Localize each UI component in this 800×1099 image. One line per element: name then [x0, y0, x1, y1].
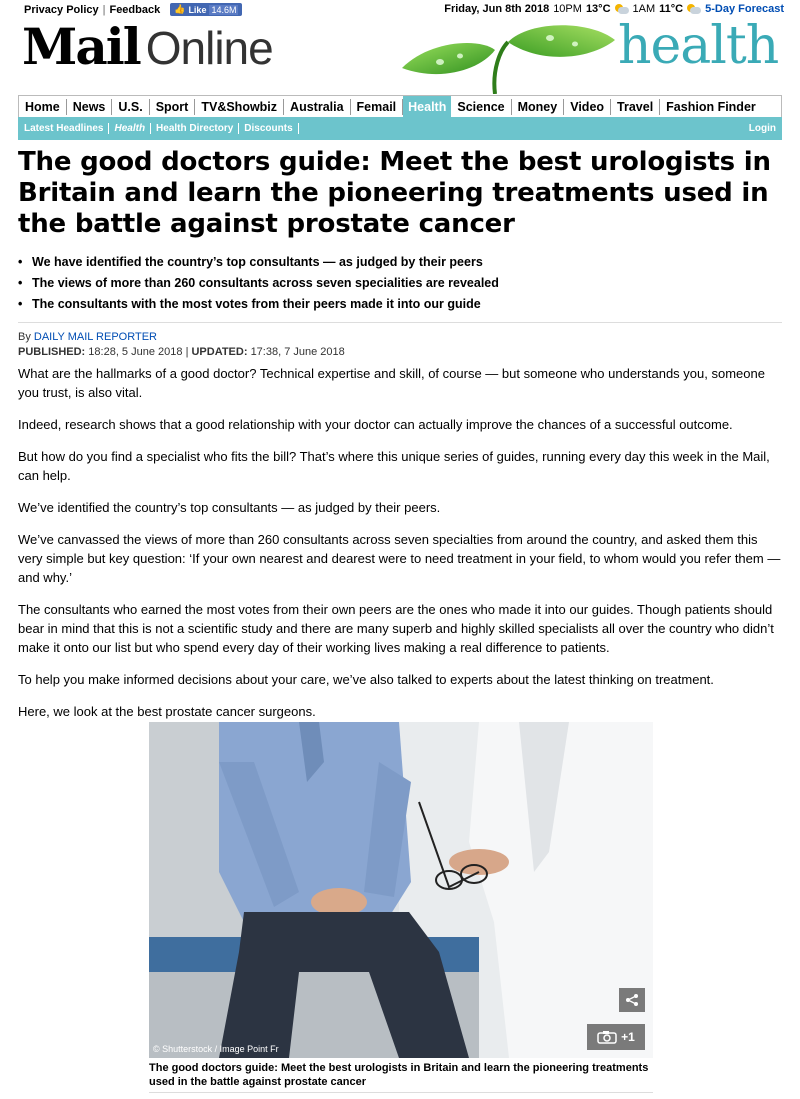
current-date: Friday, Jun 8th 2018 [444, 3, 550, 15]
article-paragraph: But how do you find a specialist who fits the bill? That’s where this unique series of guides, running every day this week in the Mail, can help. [18, 449, 770, 483]
feedback-link[interactable]: Feedback [109, 3, 161, 16]
section-title: health [618, 16, 779, 76]
forecast-time-1: 10PM [553, 3, 582, 15]
image-credit: © Shutterstock / Image Point Fr [153, 1044, 279, 1054]
author-link[interactable]: DAILY MAIL REPORTER [33, 331, 157, 343]
sub-navigation [18, 117, 782, 140]
partly-cloudy-icon [687, 4, 701, 14]
nav-item-science[interactable]: Science [451, 99, 511, 115]
masthead [0, 16, 800, 94]
weather-widget [444, 3, 784, 15]
published-date: 18:28, 5 June 2018 [88, 346, 183, 358]
summary-bullet: • The views of more than 260 consultants across seven specialities are revealed [18, 275, 782, 295]
nav-item-australia[interactable]: Australia [284, 99, 351, 115]
logo-mail: Mail [22, 17, 140, 76]
nav-item-sport[interactable]: Sport [150, 99, 196, 115]
nav-item-fashion-finder[interactable]: Fashion Finder [666, 100, 756, 114]
login-link[interactable]: Login [748, 123, 776, 134]
site-logo[interactable] [22, 17, 273, 76]
summary-bullet: • The consultants with the most votes from their peers made it into our guide [18, 296, 782, 316]
article-paragraph: The consultants who earned the most votes from their own peers are the ones who made it into our guides. Though patients should bear in mind that this is not a scientific study and there are many superb and highly skilled specialists all over the country who didn’t make it onto our list but who spend every day of their working lives making a real difference to patients. [18, 602, 774, 655]
article-paragraph: To help you make informed decisions about your care, we’ve also talked to experts about the latest thinking on treatment. [18, 672, 714, 687]
nav-item-travel[interactable]: Travel [611, 99, 660, 115]
published-label: PUBLISHED: [18, 346, 86, 358]
updated-label: UPDATED: [191, 346, 248, 358]
nav-item-money[interactable]: Money [512, 99, 565, 115]
facebook-like-button[interactable] [170, 3, 242, 16]
byline-prefix: By [18, 331, 31, 343]
article-headline: The good doctors guide: Meet the best urologists in Britain and learn the pioneering treatments used in the battle against prostate cancer [18, 147, 771, 239]
subnav-item-latest-headlines[interactable]: Latest Headlines [18, 123, 109, 134]
subnav-item-discounts[interactable]: Discounts [239, 123, 298, 134]
subnav-item-health[interactable]: Health [109, 123, 151, 134]
article-paragraph: Here, we look at the best prostate cancer surgeons. [18, 704, 316, 719]
article-dates [18, 346, 345, 358]
main-navigation [18, 95, 782, 117]
divider [149, 1092, 653, 1093]
five-day-forecast-link[interactable]: 5-Day Forecast [705, 3, 784, 15]
nav-item-home[interactable]: Home [19, 99, 67, 115]
logo-online: Online [145, 22, 273, 74]
thumbs-up-icon: 👍 [174, 4, 186, 14]
image-gallery-button[interactable] [587, 1024, 645, 1050]
summary-bullet: • We have identified the country’s top consultants — as judged by their peers [18, 254, 782, 274]
article-image[interactable] [149, 722, 653, 1058]
doctor-consultation-photo-icon [149, 722, 653, 1058]
article-paragraph: Indeed, research shows that a good relationship with your doctor can actually improve the chances of a successful outcome. [18, 417, 733, 432]
forecast-time-2: 1AM [632, 3, 656, 15]
article-paragraph: We’ve canvassed the views of more than 260 consultants across seven specialties from around the country, and asked them this very simple but key question: ‘If your own nearest and dearest were to need treatment in your field, to whom would you refer them — and why.’ [18, 532, 781, 585]
separator: | [185, 346, 192, 358]
article-paragraph: We’ve identified the country’s top consultants — as judged by their peers. [18, 500, 441, 515]
camera-icon [597, 1030, 617, 1044]
subnav-item-health-directory[interactable]: Health Directory [151, 123, 239, 134]
divider [18, 322, 782, 323]
byline [18, 331, 157, 343]
nav-item-femail[interactable]: Femail [351, 99, 404, 115]
nav-item-health[interactable]: Health [403, 96, 451, 118]
like-label: Like [188, 4, 207, 15]
privacy-policy-link[interactable]: Privacy Policy [24, 3, 99, 16]
article-paragraph: What are the hallmarks of a good doctor? Technical expertise and skill, of course — but someone who understands you, someone you trust, is also vital. [18, 366, 765, 400]
nav-item-tvshowbiz[interactable]: TV&Showbiz [195, 99, 284, 115]
nav-item-us[interactable]: U.S. [112, 99, 149, 115]
gallery-count: +1 [621, 1030, 635, 1044]
partly-cloudy-icon [615, 4, 629, 14]
share-icon [625, 993, 639, 1007]
separator: | [102, 3, 106, 16]
updated-date: 17:38, 7 June 2018 [250, 346, 345, 358]
image-caption: The good doctors guide: Meet the best urologists in Britain and learn the pioneering treatments used in the battle against prostate cancer [149, 1062, 649, 1088]
nav-item-video[interactable]: Video [564, 99, 611, 115]
like-count: 14.6M [211, 4, 237, 15]
nav-item-news[interactable]: News [67, 99, 113, 115]
article-body [18, 364, 782, 734]
leaf-graphic-icon [400, 20, 620, 94]
share-button[interactable] [619, 988, 645, 1012]
article-summary-bullets [18, 254, 782, 317]
forecast-temp-1: 13°C [585, 3, 611, 15]
forecast-temp-2: 11°C [659, 3, 684, 15]
